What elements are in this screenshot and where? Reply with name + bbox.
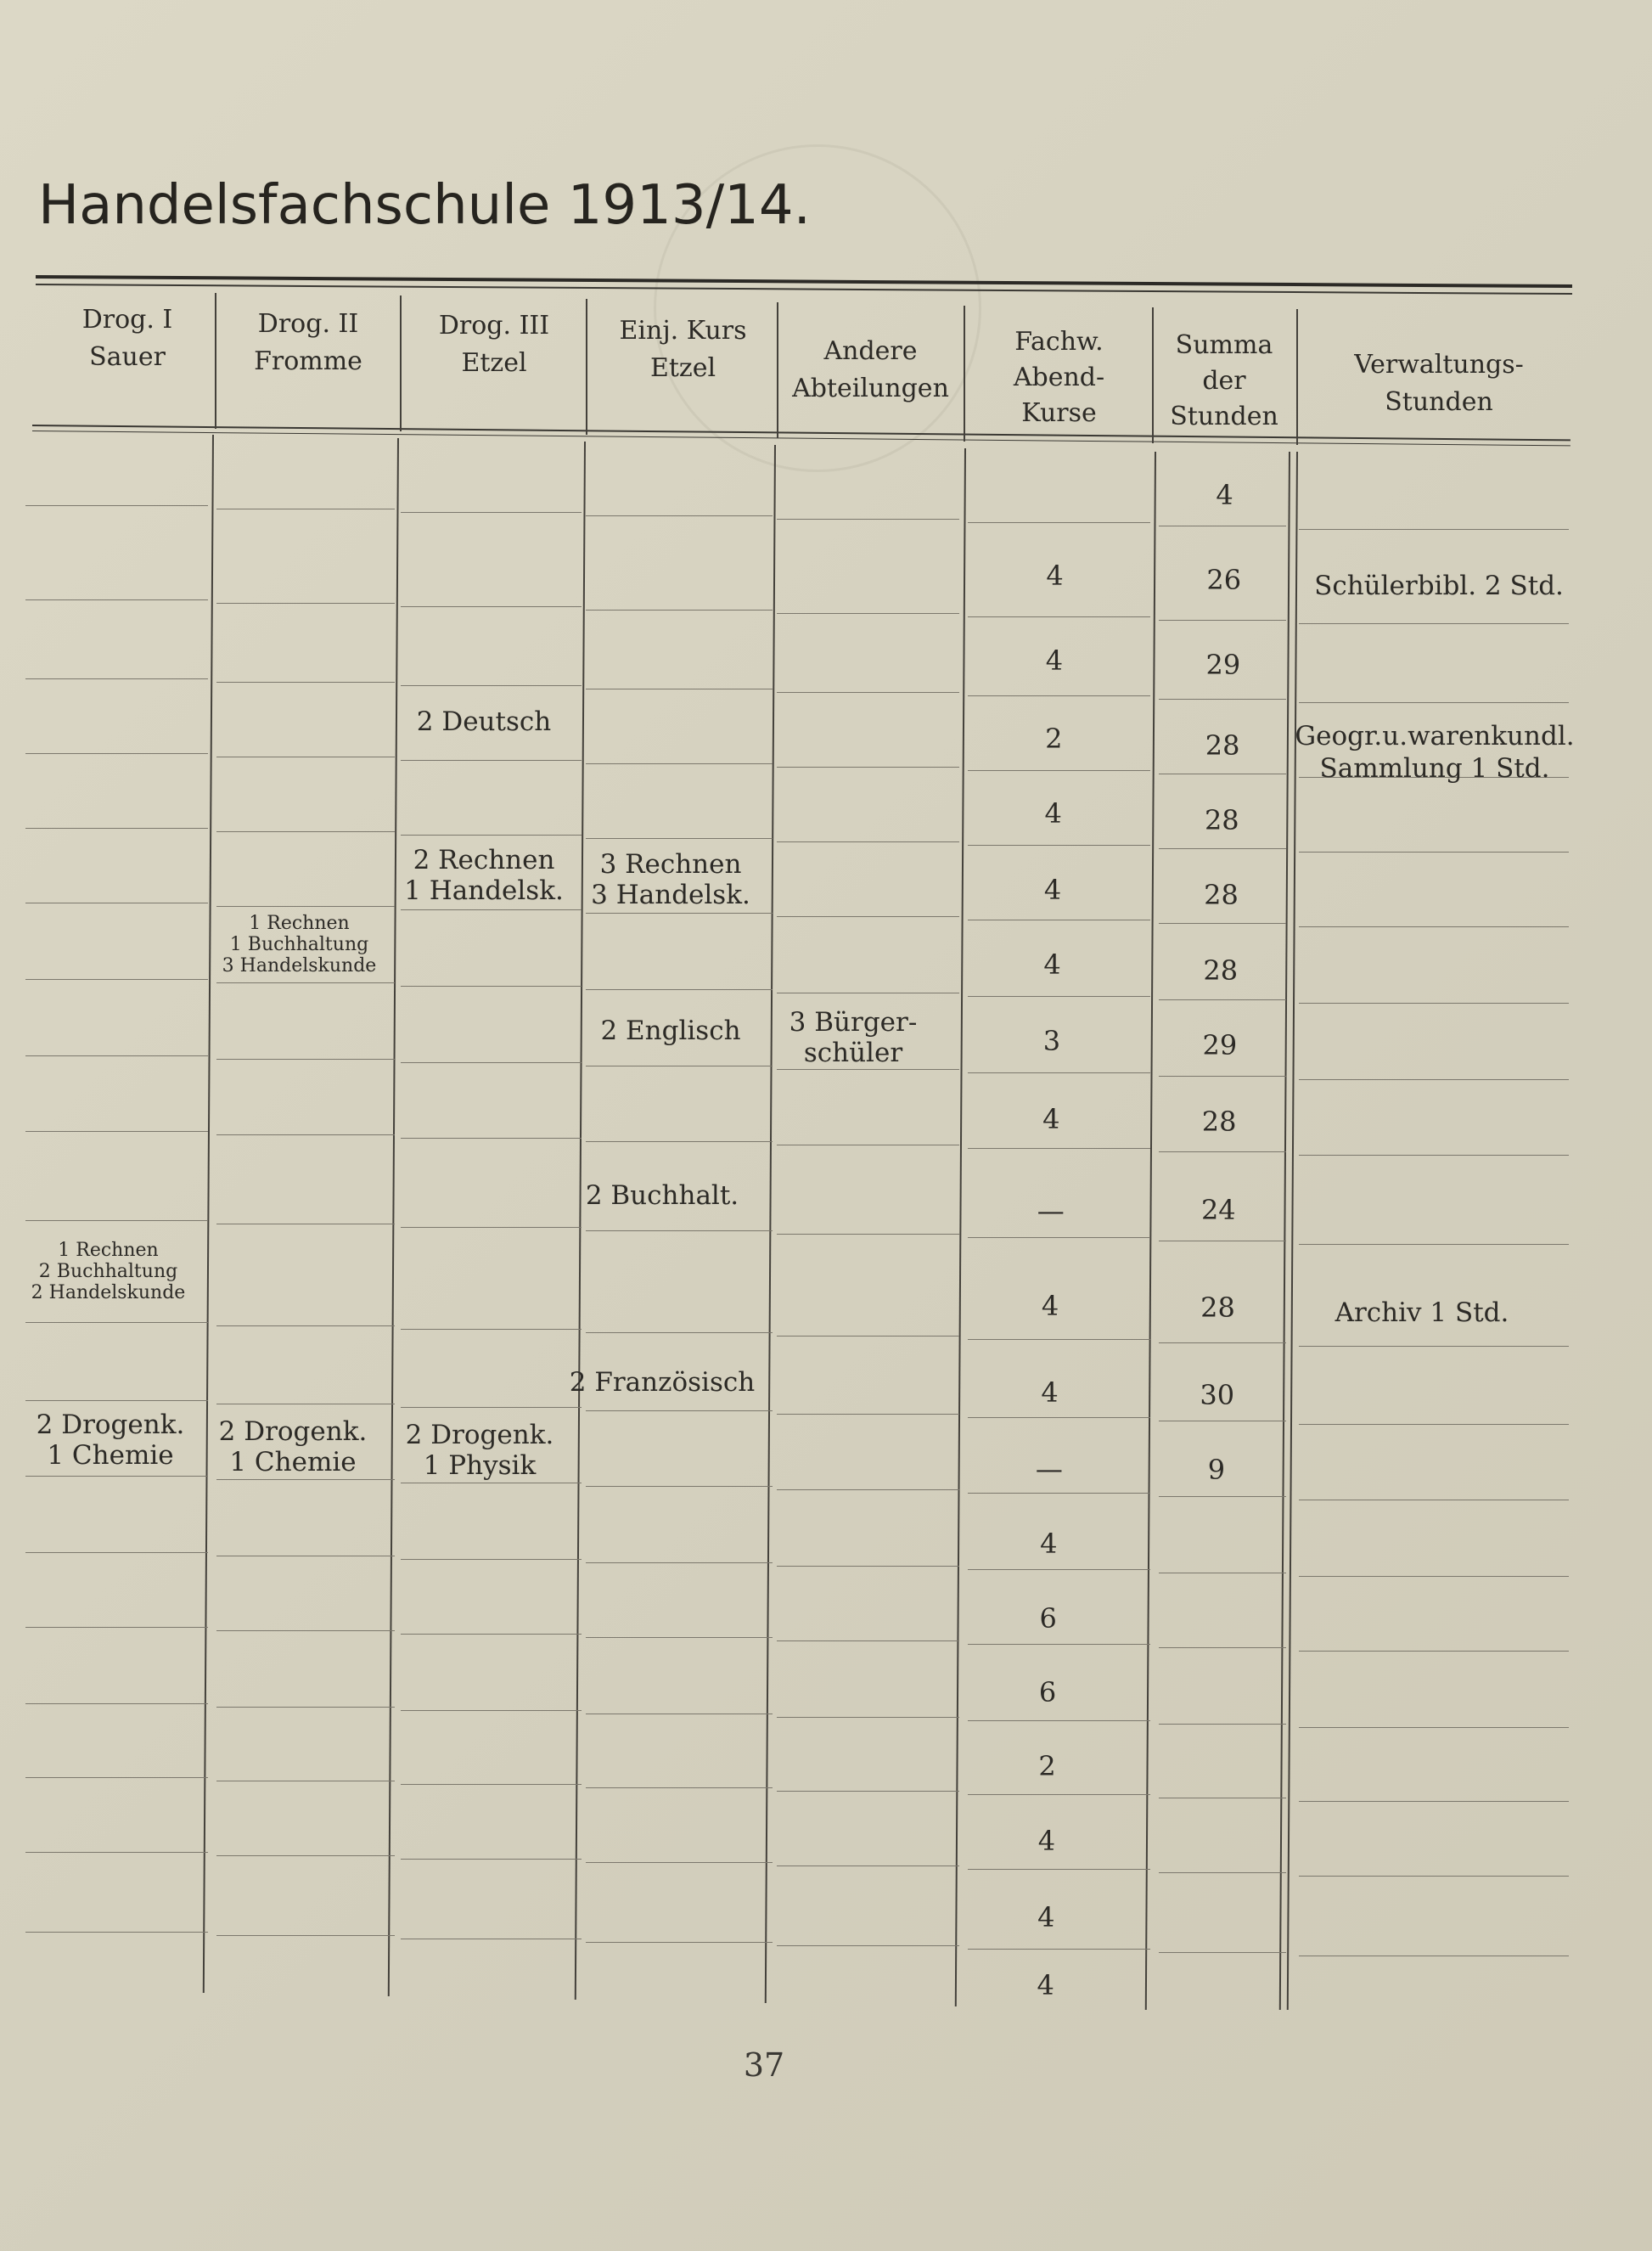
cell-drog1-drogenk: 2 Drogenk. 1 Chemie <box>36 1410 185 1471</box>
row-line <box>1299 1727 1569 1728</box>
row-line <box>1159 1151 1286 1152</box>
row-line <box>216 1935 395 1936</box>
row-line <box>25 1703 208 1704</box>
row-line <box>1299 1003 1569 1004</box>
row-line <box>401 1784 582 1785</box>
header-summa: Summa der Stunden <box>1170 330 1278 431</box>
column-divider <box>777 302 778 438</box>
cell-einj-englisch: 2 Englisch <box>600 1016 741 1046</box>
row-line <box>1299 1244 1569 1245</box>
row-line <box>968 1148 1150 1149</box>
summa-value: 28 <box>1205 729 1240 762</box>
row-line <box>777 1414 959 1415</box>
summa-value: 29 <box>1205 649 1241 681</box>
row-line <box>586 1230 773 1231</box>
abendkurse-value: 4 <box>1037 1969 1054 2001</box>
row-line <box>25 979 208 980</box>
row-line <box>1159 620 1286 621</box>
row-line <box>216 603 395 604</box>
row-line <box>1299 1651 1569 1652</box>
summa-value: 28 <box>1201 1106 1237 1138</box>
row-line <box>25 1322 208 1323</box>
abendkurse-value: 2 <box>1038 1750 1056 1782</box>
cell-drog1-kaufm: 1 Rechnen 2 Buchhaltung 2 Handelskunde <box>31 1240 186 1303</box>
column-divider <box>1152 307 1154 443</box>
abendkurse-value: 6 <box>1039 1602 1057 1635</box>
row-line <box>586 1562 773 1563</box>
row-line <box>968 1237 1150 1238</box>
row-line <box>216 1134 395 1135</box>
header-einj-kurs: Einj. Kurs Etzel <box>619 316 747 383</box>
cell-verwaltung-sammlung: Geogr.u.warenkundl. Sammlung 1 Std. <box>1295 721 1575 784</box>
cell-drog3-drogenk: 2 Drogenk. 1 Physik <box>405 1420 554 1481</box>
abendkurse-value: 4 <box>1042 1103 1060 1135</box>
row-line <box>216 906 395 907</box>
summa-value: 9 <box>1207 1454 1226 1486</box>
row-line <box>401 1559 582 1560</box>
page-title: Handelsfachschule 1913/14. <box>38 174 811 237</box>
row-line <box>777 767 959 768</box>
row-line <box>777 1640 959 1641</box>
column-divider <box>1296 309 1298 445</box>
cell-einj-rechnen: 3 Rechnen 3 Handelsk. <box>591 849 750 910</box>
row-line <box>586 1862 773 1863</box>
row-line <box>1159 1724 1286 1725</box>
cell-verwaltung-bibl: Schülerbibl. 2 Std. <box>1314 571 1564 601</box>
row-line <box>25 1476 208 1477</box>
row-line <box>401 1710 582 1711</box>
column-divider <box>575 442 586 2000</box>
row-line <box>1299 623 1569 624</box>
row-line <box>777 1234 959 1235</box>
row-line <box>401 1859 582 1860</box>
page-number: 37 <box>743 2046 785 2084</box>
header-verwaltung: Verwaltungs- Stunden <box>1354 350 1524 417</box>
row-line <box>968 1949 1150 1950</box>
row-line <box>25 505 208 506</box>
row-line <box>25 1627 208 1628</box>
column-divider <box>586 299 587 435</box>
row-line <box>586 515 773 516</box>
row-line <box>777 1069 959 1070</box>
row-line <box>25 1932 208 1933</box>
column-divider <box>400 295 402 431</box>
row-line <box>401 835 582 836</box>
row-line <box>968 1720 1150 1721</box>
row-line <box>216 831 395 832</box>
cell-drog3-deutsch: 2 Deutsch <box>416 706 552 737</box>
summa-value: 4 <box>1216 479 1233 511</box>
cell-verwaltung-archiv: Archiv 1 Std. <box>1335 1297 1509 1328</box>
row-line <box>401 1407 582 1408</box>
abendkurse-value: 6 <box>1038 1676 1057 1708</box>
row-line <box>25 828 208 829</box>
row-line <box>968 770 1150 771</box>
row-line <box>586 1942 773 1943</box>
row-line <box>1299 1155 1569 1156</box>
row-line <box>25 1055 208 1056</box>
row-line <box>25 678 208 679</box>
row-line <box>1299 852 1569 853</box>
row-line <box>401 986 582 987</box>
row-line <box>586 913 773 914</box>
row-line <box>1299 1424 1569 1425</box>
row-line <box>968 845 1150 846</box>
column-divider <box>388 438 399 1996</box>
row-line <box>25 1131 208 1132</box>
row-line <box>1159 999 1286 1000</box>
header-abendkurse: Fachw. Abend- Kurse <box>1013 327 1105 428</box>
row-line <box>1159 923 1286 924</box>
row-line <box>777 1566 959 1567</box>
row-line <box>968 1569 1150 1570</box>
abendkurse-value: 4 <box>1041 1376 1059 1409</box>
row-line <box>1299 1079 1569 1080</box>
row-line <box>968 1794 1150 1795</box>
summa-value: 26 <box>1206 564 1242 596</box>
header-andere: Andere Abteilungen <box>792 336 949 403</box>
row-line <box>25 599 208 600</box>
column-divider <box>203 435 214 1993</box>
abendkurse-value: 4 <box>1037 1825 1056 1857</box>
row-line <box>968 996 1150 997</box>
abendkurse-value: 4 <box>1037 1901 1055 1933</box>
row-line <box>777 692 959 693</box>
row-line <box>1299 1576 1569 1577</box>
row-line <box>777 1791 959 1792</box>
row-line <box>1299 1801 1569 1802</box>
row-line <box>401 909 582 910</box>
row-line <box>216 1855 395 1856</box>
row-line <box>401 1329 582 1330</box>
row-line <box>25 1852 208 1853</box>
row-line <box>25 1220 208 1221</box>
header-drog3: Drog. III Etzel <box>438 311 550 378</box>
column-divider <box>1145 452 1156 2010</box>
abendkurse-value: 2 <box>1045 723 1063 755</box>
row-line <box>401 760 582 761</box>
row-line <box>1299 926 1569 927</box>
row-line <box>1159 1496 1286 1497</box>
row-line <box>401 1062 582 1063</box>
abendkurse-value: 4 <box>1041 1290 1059 1322</box>
header-drog1: Drog. I Sauer <box>81 305 173 372</box>
row-line <box>401 1138 582 1139</box>
column-divider <box>955 448 966 2006</box>
row-line <box>1159 1872 1286 1873</box>
row-line <box>25 1777 208 1778</box>
row-line <box>401 685 582 686</box>
row-line <box>25 1552 208 1553</box>
row-line <box>968 616 1150 617</box>
summa-value: 28 <box>1204 879 1239 911</box>
row-line <box>777 1717 959 1718</box>
row-line <box>586 989 773 990</box>
abendkurse-value: 4 <box>1043 948 1061 981</box>
row-line <box>216 1479 395 1480</box>
summa-value: 28 <box>1200 1292 1235 1324</box>
row-line <box>1299 1876 1569 1877</box>
row-line <box>586 763 773 764</box>
row-line <box>1159 848 1286 849</box>
abendkurse-value: 3 <box>1042 1025 1061 1057</box>
row-line <box>401 606 582 607</box>
row-line <box>777 841 959 842</box>
row-line <box>586 610 773 611</box>
row-line <box>25 1400 208 1401</box>
summa-value: 28 <box>1203 954 1239 987</box>
row-line <box>777 1945 959 1946</box>
row-line <box>586 1332 773 1333</box>
row-line <box>401 512 582 513</box>
row-line <box>401 1227 582 1228</box>
row-line <box>1299 529 1569 530</box>
summa-value: 29 <box>1202 1029 1238 1061</box>
row-line <box>968 1417 1150 1418</box>
cell-einj-franzoesisch: 2 Französisch <box>569 1367 756 1398</box>
abendkurse-value: 4 <box>1043 874 1062 906</box>
cell-drog3-rechnen: 2 Rechnen 1 Handelsk. <box>404 845 564 906</box>
row-line <box>968 1339 1150 1340</box>
row-line <box>968 1072 1150 1073</box>
cell-drog2-kaufm: 1 Rechnen 1 Buchhaltung 3 Handelskunde <box>222 913 377 976</box>
cell-einj-buchhalt: 2 Buchhalt. <box>585 1180 739 1211</box>
column-divider <box>215 293 216 429</box>
row-line <box>968 1493 1150 1494</box>
abendkurse-value: — <box>1037 1195 1065 1227</box>
column-divider <box>964 306 965 442</box>
header-drog2: Drog. II Fromme <box>254 309 362 376</box>
row-line <box>968 1644 1150 1645</box>
abendkurse-value: 4 <box>1040 1528 1058 1560</box>
row-line <box>586 1141 773 1142</box>
summa-value: 30 <box>1200 1379 1235 1411</box>
row-line <box>1159 1076 1286 1077</box>
abendkurse-value: 4 <box>1044 797 1062 830</box>
cell-andere-buergerschueler: 3 Bürger- schüler <box>789 1007 918 1068</box>
row-line <box>216 982 395 983</box>
row-line <box>968 1869 1150 1870</box>
abendkurse-value: — <box>1035 1453 1063 1485</box>
row-line <box>1299 702 1569 703</box>
row-line <box>586 1486 773 1487</box>
row-line <box>968 695 1150 696</box>
summa-value: 28 <box>1204 804 1239 836</box>
abendkurse-value: 4 <box>1045 644 1064 677</box>
row-line <box>777 519 959 520</box>
row-line <box>968 522 1150 523</box>
row-line <box>1159 1647 1286 1648</box>
row-line <box>1159 699 1286 700</box>
row-line <box>1159 1952 1286 1953</box>
row-line <box>401 1634 582 1635</box>
row-line <box>777 613 959 614</box>
cell-drog2-drogenk: 2 Drogenk. 1 Chemie <box>218 1416 368 1477</box>
row-line <box>216 682 395 683</box>
row-line <box>216 1325 395 1326</box>
abendkurse-value: 4 <box>1046 560 1064 592</box>
row-line <box>777 1336 959 1337</box>
row-line <box>586 1410 773 1411</box>
row-line <box>1299 1346 1569 1347</box>
row-line <box>1159 1342 1286 1343</box>
row-line <box>216 1630 395 1631</box>
row-line <box>216 1707 395 1708</box>
row-line <box>777 916 959 917</box>
summa-value: 24 <box>1200 1194 1236 1226</box>
column-divider <box>765 445 776 2003</box>
row-line <box>586 838 773 839</box>
row-line <box>777 1489 959 1490</box>
row-line <box>216 1059 395 1060</box>
row-line <box>25 753 208 754</box>
row-line <box>586 1637 773 1638</box>
row-line <box>586 1787 773 1788</box>
